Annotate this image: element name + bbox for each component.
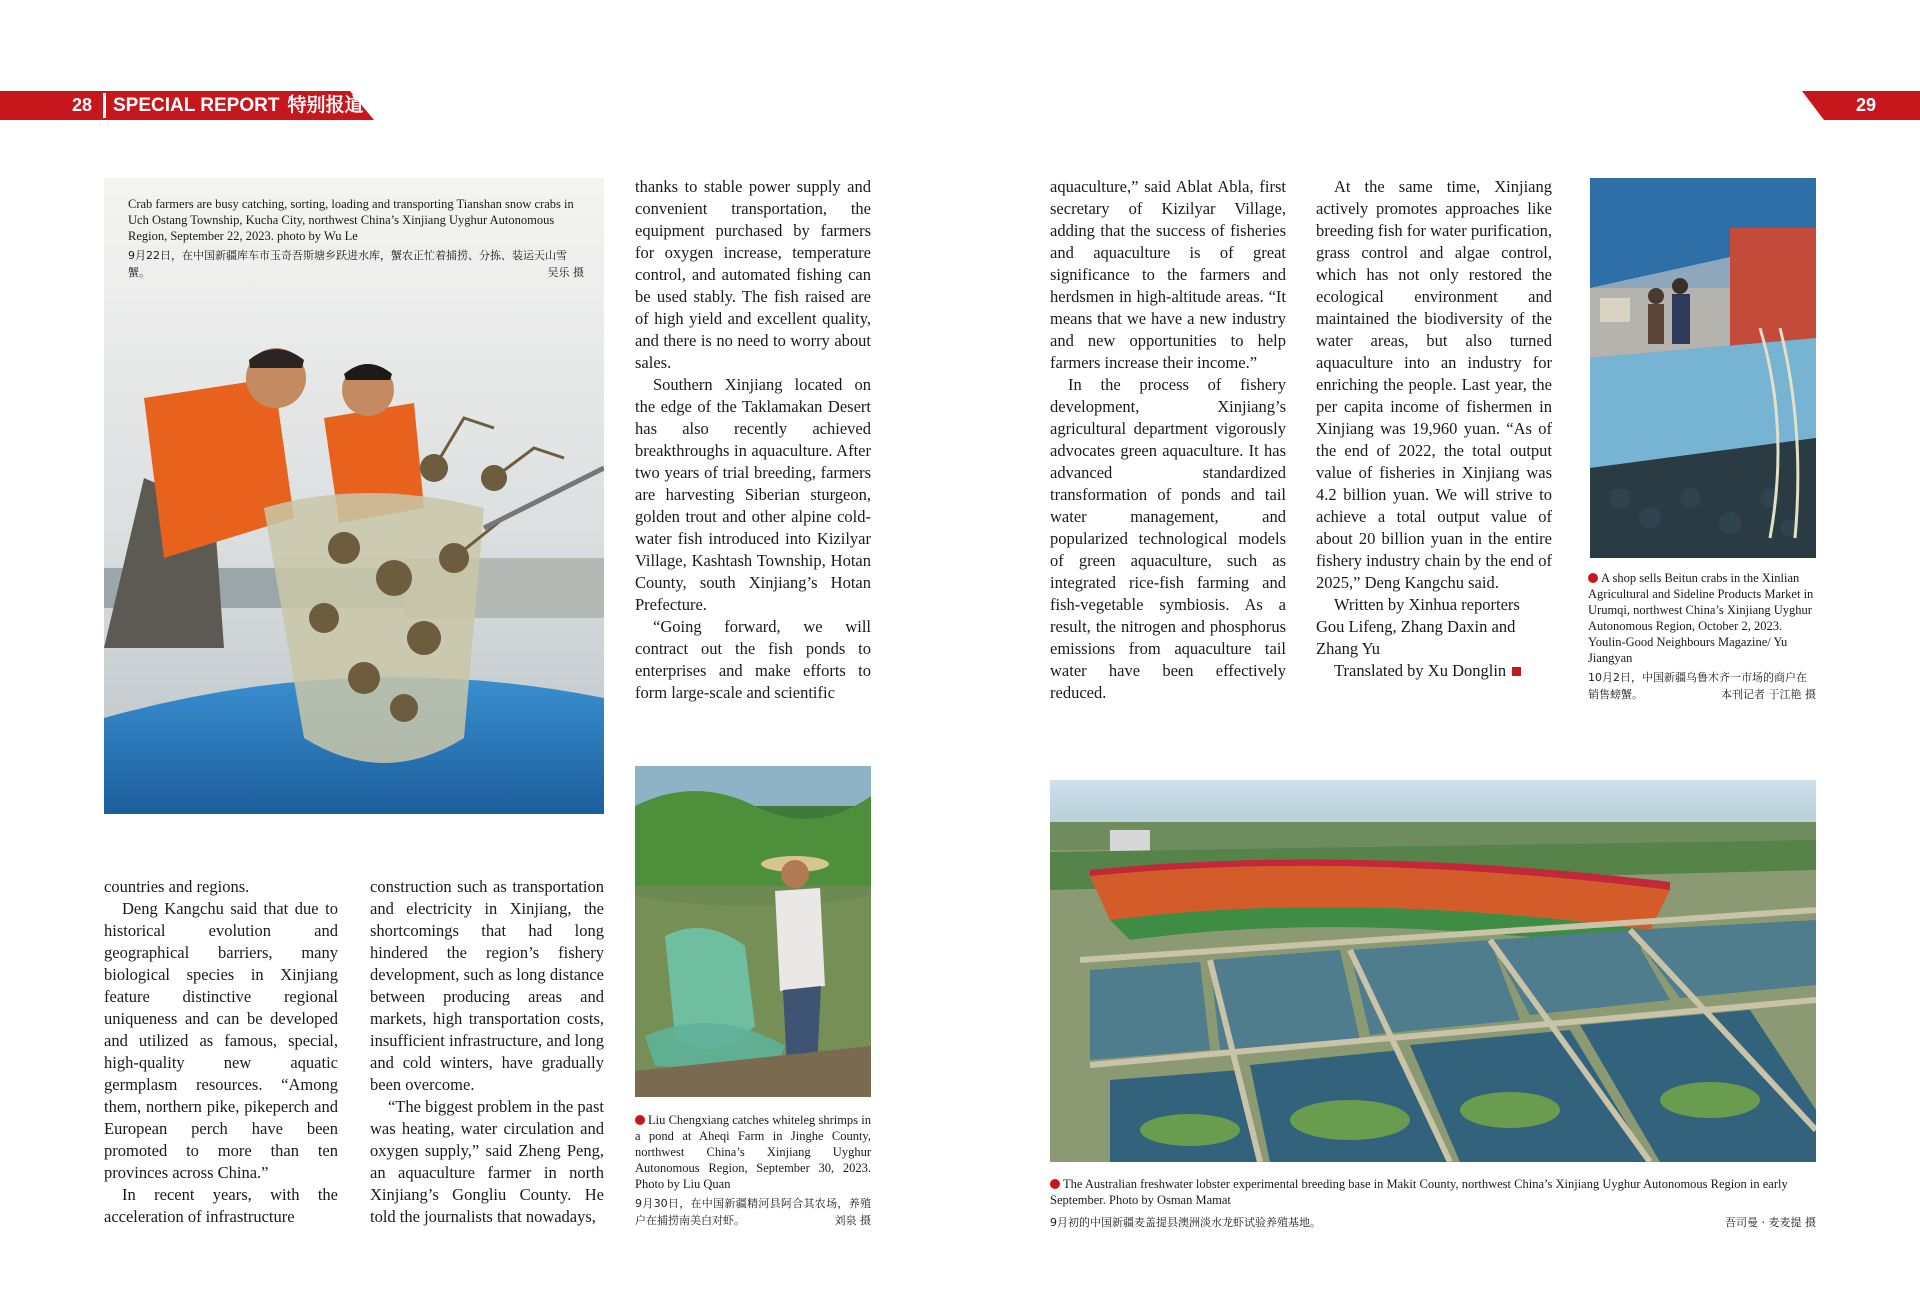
text-column-2 (370, 876, 604, 1228)
caption-cn: 9月30日，在中国新疆精河县阿合其农场，养殖户在捕捞南美白对虾。 刘泉 摄 (635, 1197, 871, 1227)
caption-en: The Australian freshwater lobster experimental breeding base in Makit County, northwest China’s Xinjiang Uyghur Autonomous Region in early September. Photo by Osman Mamat (1050, 1177, 1788, 1207)
shrimp-catch-illustration (635, 766, 871, 1097)
paragraph: aquaculture,” said Ablat Abla, first secretary of Kizilyar Village, adding that the success of fisheries and aquaculture is of great significance to the farmers and herdsmen in high-altitude areas. “It means that we have a new industry and new opportunities to help farmers increase their income.” (1050, 177, 1286, 372)
caption-en: A shop sells Beitun crabs in the Xinlian Agricultural and Sideline Products Market in Urumqi, northwest China’s Xinjiang Uyghur Autonomous Region, October 2, 2023. Youlin-Good Neighbours Magazine/ Yu Jiangyan (1588, 571, 1814, 665)
paragraph: countries and regions. (104, 877, 250, 896)
section-title-en: SPECIAL REPORT (113, 95, 280, 116)
text-column-5 (1316, 176, 1552, 706)
photo-lobster-caption (1050, 1176, 1816, 1231)
page-number-left: 28 (72, 95, 93, 115)
caption-en: Liu Chengxiang catches whiteleg shrimps in a pond at Aheqi Farm in Jinghe County, northwest China’s Xinjiang Uyghur Autonomous Region, September 30, 2023. Photo by Liu Quan (635, 1113, 871, 1191)
caption-bullet-icon (1050, 1179, 1060, 1189)
paragraph: construction such as transportation and electricity in Xinjiang, the shortcomings that had long hindered the region’s fishery development, such as long distance between producing areas and markets, high transportation costs, insufficient infrastructure, and long and cold winters, have gradually been overcome. (370, 877, 604, 1094)
section-title (113, 92, 363, 119)
text-column-1 (104, 876, 338, 1228)
end-mark-icon (1512, 667, 1521, 676)
photo-crab-farmers-caption (128, 196, 584, 281)
paragraph: In recent years, with the acceleration of infrastructure (104, 1185, 338, 1226)
paragraph: “The biggest problem in the past was heating, water circulation and oxygen supply,” said Zheng Peng, an aquaculture farmer in north Xinjiang’s Gongliu County. He told the journalists that nowadays, (370, 1097, 604, 1226)
caption-cn: 10月2日，中国新疆乌鲁木齐一市场的商户在销售螃蟹。 本刊记者 于江艳 摄 (1588, 671, 1816, 701)
caption-cn: 9月22日，在中国新疆库车市玉奇吾斯塘乡跃进水库，蟹农正忙着捕捞、分拣、装运天山雪蟹。 吴乐 摄 (128, 249, 584, 279)
paragraph: Deng Kangchu said that due to historical evolution and geographical barriers, many biological species in Xinjiang feature distinctive regional uniqueness and can be developed and utilized as famous, special, high-quality new aquatic germplasm resources. “Among them, northern pike, pikeperch and European perch have been promoted to more than ten provinces across China.” (104, 899, 338, 1182)
photo-shrimp-catch (635, 766, 871, 1097)
photo-market-caption (1588, 570, 1816, 703)
lobster-base-illustration (1050, 780, 1816, 1162)
photo-crab-farmers (104, 178, 604, 814)
paragraph: In the process of fishery development, Xinjiang’s agricultural department vigorously advocates green aquaculture. It has advanced standardized transformation of ponds and tail water management, and popularized technological models of green aquaculture, such as integrated rice-fish farming and fish-vegetable symbiosis. As a result, the nitrogen and phosphorus emissions from aquaculture tail water have been effectively reduced. (1050, 375, 1286, 702)
photo-shrimp-caption (635, 1112, 871, 1229)
photo-crab-market (1590, 178, 1816, 558)
header-divider (103, 93, 106, 118)
caption-cn: 9月初的中国新疆麦盖提县澳洲淡水龙虾试验养殖基地。 吾司曼 · 麦麦提 摄 (1050, 1216, 1816, 1229)
byline-translator: Translated by Xu Donglin (1316, 660, 1552, 682)
caption-bullet-icon (635, 1115, 645, 1125)
paragraph: “Going forward, we will contract out the fish ponds to enterprises and make efforts to form large-scale and scientific (635, 617, 871, 702)
paragraph: thanks to stable power supply and convenient transportation, the equipment purchased by farmers for oxygen increase, temperature control, and automated fishing can be used stably. The fish raised are of high yield and excellent quality, and there is no need to worry about sales. (635, 177, 871, 372)
paragraph: Southern Xinjiang located on the edge of the Taklamakan Desert has also recently achieved breakthroughs in aquaculture. After two years of trial breeding, farmers are harvesting Siberian sturgeon, golden trout and other alpine cold-water fish introduced into Kizilyar Village, Kashtash Township, Hotan County, south Xinjiang’s Hotan Prefecture. (635, 375, 871, 614)
paragraph: At the same time, Xinjiang actively promotes approaches like breeding fish for water purification, grass control and algae control, which has not only restored the ecological environment and maintained the biodiversity of the water areas, but also turned aquaculture into an industry for enriching the people. Last year, the per capita income of fishermen in Xinjiang was 19,960 yuan. “As of the end of 2022, the total output value of fisheries in Xinjiang was 4.2 billion yuan. We will strive to achieve a total output value of about 20 billion yuan in the entire fishery industry chain by the end of 2025,” Deng Kangchu said. (1316, 177, 1552, 592)
text-column-3 (635, 176, 871, 706)
crab-market-illustration (1590, 178, 1816, 558)
byline-reporters: Written by Xinhua reporters Gou Lifeng, Zhang Daxin and Zhang Yu (1316, 595, 1520, 658)
section-title-cn: 特别报道 (287, 94, 364, 116)
page-number-right: 29 (1855, 95, 1877, 115)
photo-lobster-base (1050, 780, 1816, 1162)
caption-en: Crab farmers are busy catching, sorting, loading and transporting Tianshan snow crabs in Uch Ostang Township, Kucha City, northwest China’s Xinjiang Uyghur Autonomous Region, September 22, 2023. photo by Wu Le (128, 197, 574, 243)
text-column-4 (1050, 176, 1286, 706)
caption-bullet-icon (1588, 573, 1598, 583)
